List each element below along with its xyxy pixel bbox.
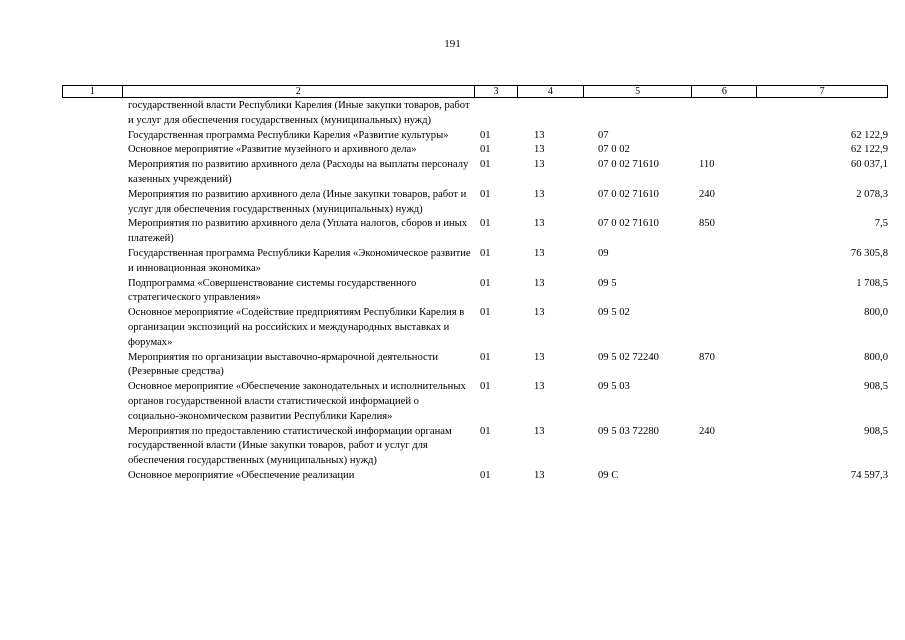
table-row [62, 99, 888, 129]
row-expense-type [699, 99, 769, 129]
row-target-article: 09 5 02 [598, 307, 630, 319]
row-expense-type [699, 247, 769, 277]
row-name: Мероприятия по предоставлению статистической информации органам государственной власти (Иные закупки товаров, работ и услуг для обеспечения государственных (муниципальных) нужд) [128, 425, 452, 467]
table-row [62, 277, 888, 307]
row-expense-type: 240 [699, 188, 715, 200]
row-name: Подпрограмма «Совершенствование системы государственного стратегического управления» [128, 277, 417, 304]
row-section: 01 [480, 381, 491, 393]
row-section: 01 [480, 144, 491, 156]
row-expense-type: 240 [699, 425, 715, 437]
row-subsection: 13 [534, 218, 545, 230]
row-expense-type [699, 306, 769, 350]
row-name: Государственная программа Республики Карелия «Экономическое развитие и инновационная экономика» [128, 247, 471, 274]
row-section: 01 [480, 129, 491, 141]
row-amount: 908,5 [864, 425, 888, 437]
row-expense-type [699, 277, 769, 307]
row-target-article: 09 5 [598, 277, 617, 289]
row-amount [769, 99, 888, 129]
table-row [62, 188, 888, 218]
row-target-article: 09 С [598, 469, 619, 481]
row-subsection: 13 [534, 469, 545, 481]
table-row [62, 143, 888, 158]
row-name: Основное мероприятие «Развитие музейного и архивного дела» [128, 144, 417, 156]
row-section: 01 [480, 307, 491, 319]
row-expense-type: 110 [699, 159, 715, 171]
header-col-1: 1 [63, 86, 123, 97]
row-expense-type [699, 143, 769, 158]
table-row [62, 306, 888, 350]
row-target-article: 07 0 02 71610 [598, 159, 659, 171]
row-subsection: 13 [534, 425, 545, 437]
row-amount: 60 037,1 [850, 159, 888, 171]
table-header [62, 85, 888, 98]
row-target-article: 07 [598, 129, 609, 141]
header-col-3: 3 [475, 86, 518, 97]
table-row [62, 469, 888, 484]
page-number: 191 [444, 38, 461, 50]
row-section: 01 [480, 351, 491, 363]
row-section [480, 99, 524, 129]
row-amount: 74 597,3 [850, 469, 888, 481]
table-row [62, 425, 888, 469]
row-amount: 7,5 [874, 218, 888, 230]
header-col-7: 7 [819, 86, 825, 97]
row-subsection: 13 [534, 381, 545, 393]
row-name: Мероприятия по развитию архивного дела (Иные закупки товаров, работ и услуг для обеспечения государственных (муниципальных) нужд) [128, 188, 467, 215]
row-section: 01 [480, 218, 491, 230]
row-expense-type [699, 129, 769, 144]
row-name: Мероприятия по развитию архивного дела (Расходы на выплаты персоналу казенных учреждений) [128, 159, 469, 185]
row-section: 01 [480, 188, 491, 200]
row-amount: 62 122,9 [850, 129, 888, 141]
table-row [62, 217, 888, 247]
row-section: 01 [480, 247, 491, 259]
row-target-article [590, 99, 699, 129]
row-expense-type [699, 469, 769, 484]
table-row [62, 129, 888, 144]
row-subsection: 13 [534, 307, 545, 319]
row-name: Основное мероприятие «Обеспечение реализации [128, 469, 355, 481]
row-name: Мероприятия по развитию архивного дела (Уплата налогов, сборов и иных платежей) [128, 218, 468, 245]
row-amount: 908,5 [864, 381, 888, 393]
row-target-article: 09 5 03 72280 [598, 425, 659, 437]
row-section: 01 [480, 159, 491, 171]
row-section: 01 [480, 469, 491, 481]
row-section: 01 [480, 425, 491, 437]
row-amount: 800,0 [864, 307, 888, 319]
row-target-article: 07 0 02 71610 [598, 218, 659, 230]
row-target-article: 09 5 03 [598, 381, 630, 393]
row-name: государственной власти Республики Карелия (Иные закупки товаров, работ и услуг для обеспечения государственных (муниципальных) нужд) [128, 100, 470, 126]
row-expense-type: 850 [699, 218, 715, 230]
row-subsection: 13 [534, 277, 545, 289]
header-col-5: 5 [584, 86, 693, 97]
header-col-4: 4 [518, 86, 584, 97]
row-amount: 1 708,5 [856, 277, 888, 289]
row-subsection: 13 [534, 188, 545, 200]
row-expense-type [699, 380, 769, 424]
row-subsection [524, 99, 590, 129]
row-subsection: 13 [534, 247, 545, 259]
row-subsection: 13 [534, 144, 545, 156]
table-row [62, 351, 888, 381]
table-row [62, 247, 888, 277]
row-target-article: 07 0 02 [598, 144, 630, 156]
header-col-2: 2 [123, 86, 475, 97]
row-name: Государственная программа Республики Карелия «Развитие культуры» [128, 129, 449, 141]
row-target-article: 07 0 02 71610 [598, 188, 659, 200]
row-subsection: 13 [534, 159, 545, 171]
header-col-6: 6 [692, 86, 757, 97]
row-target-article: 09 [598, 247, 609, 259]
row-amount: 800,0 [864, 351, 888, 363]
row-amount: 76 305,8 [850, 247, 888, 259]
row-expense-type: 870 [699, 351, 715, 363]
row-amount: 2 078,3 [856, 188, 888, 200]
row-name: Мероприятия по организации выставочно-ярмарочной деятельности (Резервные средства) [128, 351, 439, 378]
row-section: 01 [480, 277, 491, 289]
table-body [62, 99, 888, 484]
row-subsection: 13 [534, 351, 545, 363]
row-name: Основное мероприятие «Обеспечение законодательных и исполнительных органов государственной власти статистической информацией о социально-экономическом развитии Республики Карелия» [128, 381, 466, 422]
row-target-article: 09 5 02 72240 [598, 351, 659, 363]
row-subsection: 13 [534, 129, 545, 141]
table-row [62, 158, 888, 188]
row-name: Основное мероприятие «Содействие предприятиям Республики Карелия в организации экспозиций на российских и международных выставках и форумах» [128, 307, 465, 348]
row-amount: 62 122,9 [850, 144, 888, 156]
table-row [62, 380, 888, 424]
